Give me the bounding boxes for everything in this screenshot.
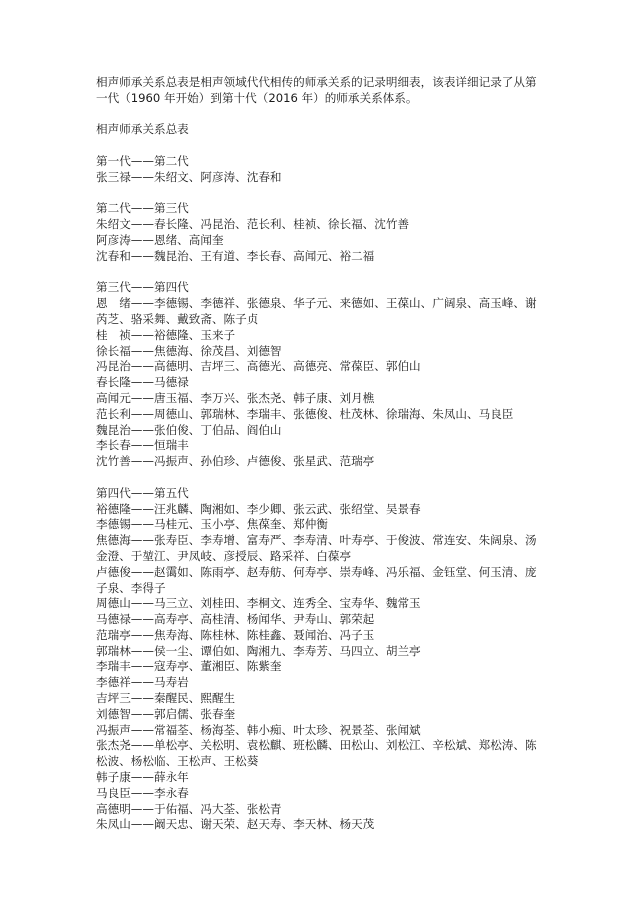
lineage-line: 裕德隆——汪兆麟、陶湘如、李少卿、张云武、张绍堂、吴景春 [96,501,421,516]
section-title: 第四代——第五代 [96,485,189,500]
lineage-line: 魏昆治——张伯俊、丁伯品、阎伯山 [96,422,282,437]
lineage-line: 焦德海——张寿臣、李寿增、富寿严、李寿清、叶寿亭、于俊波、常连安、朱阔泉、汤金澄、于堃江、尹凤岐、彦授辰、路采祥、白葆亭 [96,533,537,563]
section-gen3-gen4 [96,280,548,470]
section-gen2-gen3 [96,201,548,264]
lineage-line: 张杰尧——单松亭、关松明、袁松麒、班松麟、田松山、刘松江、辛松斌、郑松涛、陈松波、杨松临、王松声、王松葵 [96,738,537,769]
lineage-line: 韩子康——薛永年 [96,770,189,785]
intro-paragraph: 相声师承关系总表是相声领域代代相传的师承关系的记录明细表，该表详细记录了从第一代（1960 年开始）到第十代（2016 年）的师承关系体系。 [96,75,537,105]
lineage-line: 郭瑞林——侯一尘、谭伯如、陶湘九、李寿芳、马四立、胡兰亭 [96,643,421,658]
section-gen1-gen2 [96,154,548,186]
lineage-line: 范瑞亭——焦寿海、陈桂林、陈桂鑫、聂闻治、冯子玉 [96,627,375,642]
lineage-line: 徐长福——焦德海、徐茂昌、刘德智 [96,343,282,358]
section-gen4-gen5 [96,486,548,834]
table-heading: 相声师承关系总表 [96,122,189,137]
lineage-line: 恩 绪——李德锡、李德祥、张德泉、华子元、来德如、王葆山、广阔泉、高玉峰、谢芮芝、骆采舞、戴致斋、陈子贞 [96,296,537,326]
lineage-line: 朱凤山——阚天忠、谢天荣、赵天寿、李天林、杨天茂 [96,817,375,832]
lineage-line: 周德山——马三立、刘桂田、李桐文、连秀全、宝寿华、魏常玉 [96,596,421,611]
lineage-line: 沈春和——魏昆治、王有道、李长春、高闻元、裕二福 [96,248,375,263]
section-title: 第二代——第三代 [96,201,189,216]
section-title: 第三代——第四代 [96,280,189,295]
lineage-line: 高闻元——唐玉福、李万兴、张杰尧、韩子康、刘月樵 [96,390,375,405]
lineage-line: 沈竹善——冯振声、孙伯珍、卢德俊、张星武、范瑞亭 [96,454,375,469]
lineage-line: 卢德俊——赵霭如、陈雨亭、赵寿舫、何寿亭、崇寿峰、冯乐福、金钰堂、何玉清、庞子泉、李得子 [96,564,537,595]
lineage-line: 李长春——恒瑞丰 [96,438,189,453]
lineage-line: 张三禄——朱绍文、阿彦涛、沈春和 [96,169,282,184]
lineage-line: 桂 祯——裕德隆、玉来子 [96,327,236,342]
lineage-line: 马德禄——高寿亭、高桂清、杨闻华、尹寿山、郭荣起 [96,612,375,627]
lineage-line: 冯振声——常福荃、杨海荃、韩小痴、叶太珍、祝景荃、张闻斌 [96,722,421,737]
lineage-line: 阿彦涛——恩绪、高闻奎 [96,232,224,247]
lineage-line: 春长隆——马德禄 [96,375,189,390]
lineage-line: 高德明——于佑福、冯大荃、张松青 [96,801,282,816]
lineage-line: 李瑞丰——寇寿亭、董湘臣、陈紫奎 [96,659,282,674]
section-title: 第一代——第二代 [96,153,189,168]
lineage-line: 马良臣——李永春 [96,785,189,800]
lineage-line: 冯昆治——高德明、吉坪三、高德光、高德亮、常葆臣、郭伯山 [96,359,421,374]
lineage-line: 朱绍文——春长隆、冯昆治、范长利、桂祯、徐长福、沈竹善 [96,217,410,232]
lineage-line: 范长利——周德山、郭瑞林、李瑞丰、张德俊、杜茂林、徐瑞海、朱凤山、马良臣 [96,406,514,421]
lineage-line: 刘德智——郭启儒、张春奎 [96,706,236,721]
lineage-line: 李德锡——马桂元、玉小亭、焦葆奎、郑仲衡 [96,517,328,532]
lineage-line: 李德祥——马寿岩 [96,675,189,690]
lineage-line: 吉坪三——秦醒民、熙醒生 [96,691,236,706]
document-page [96,75,548,849]
